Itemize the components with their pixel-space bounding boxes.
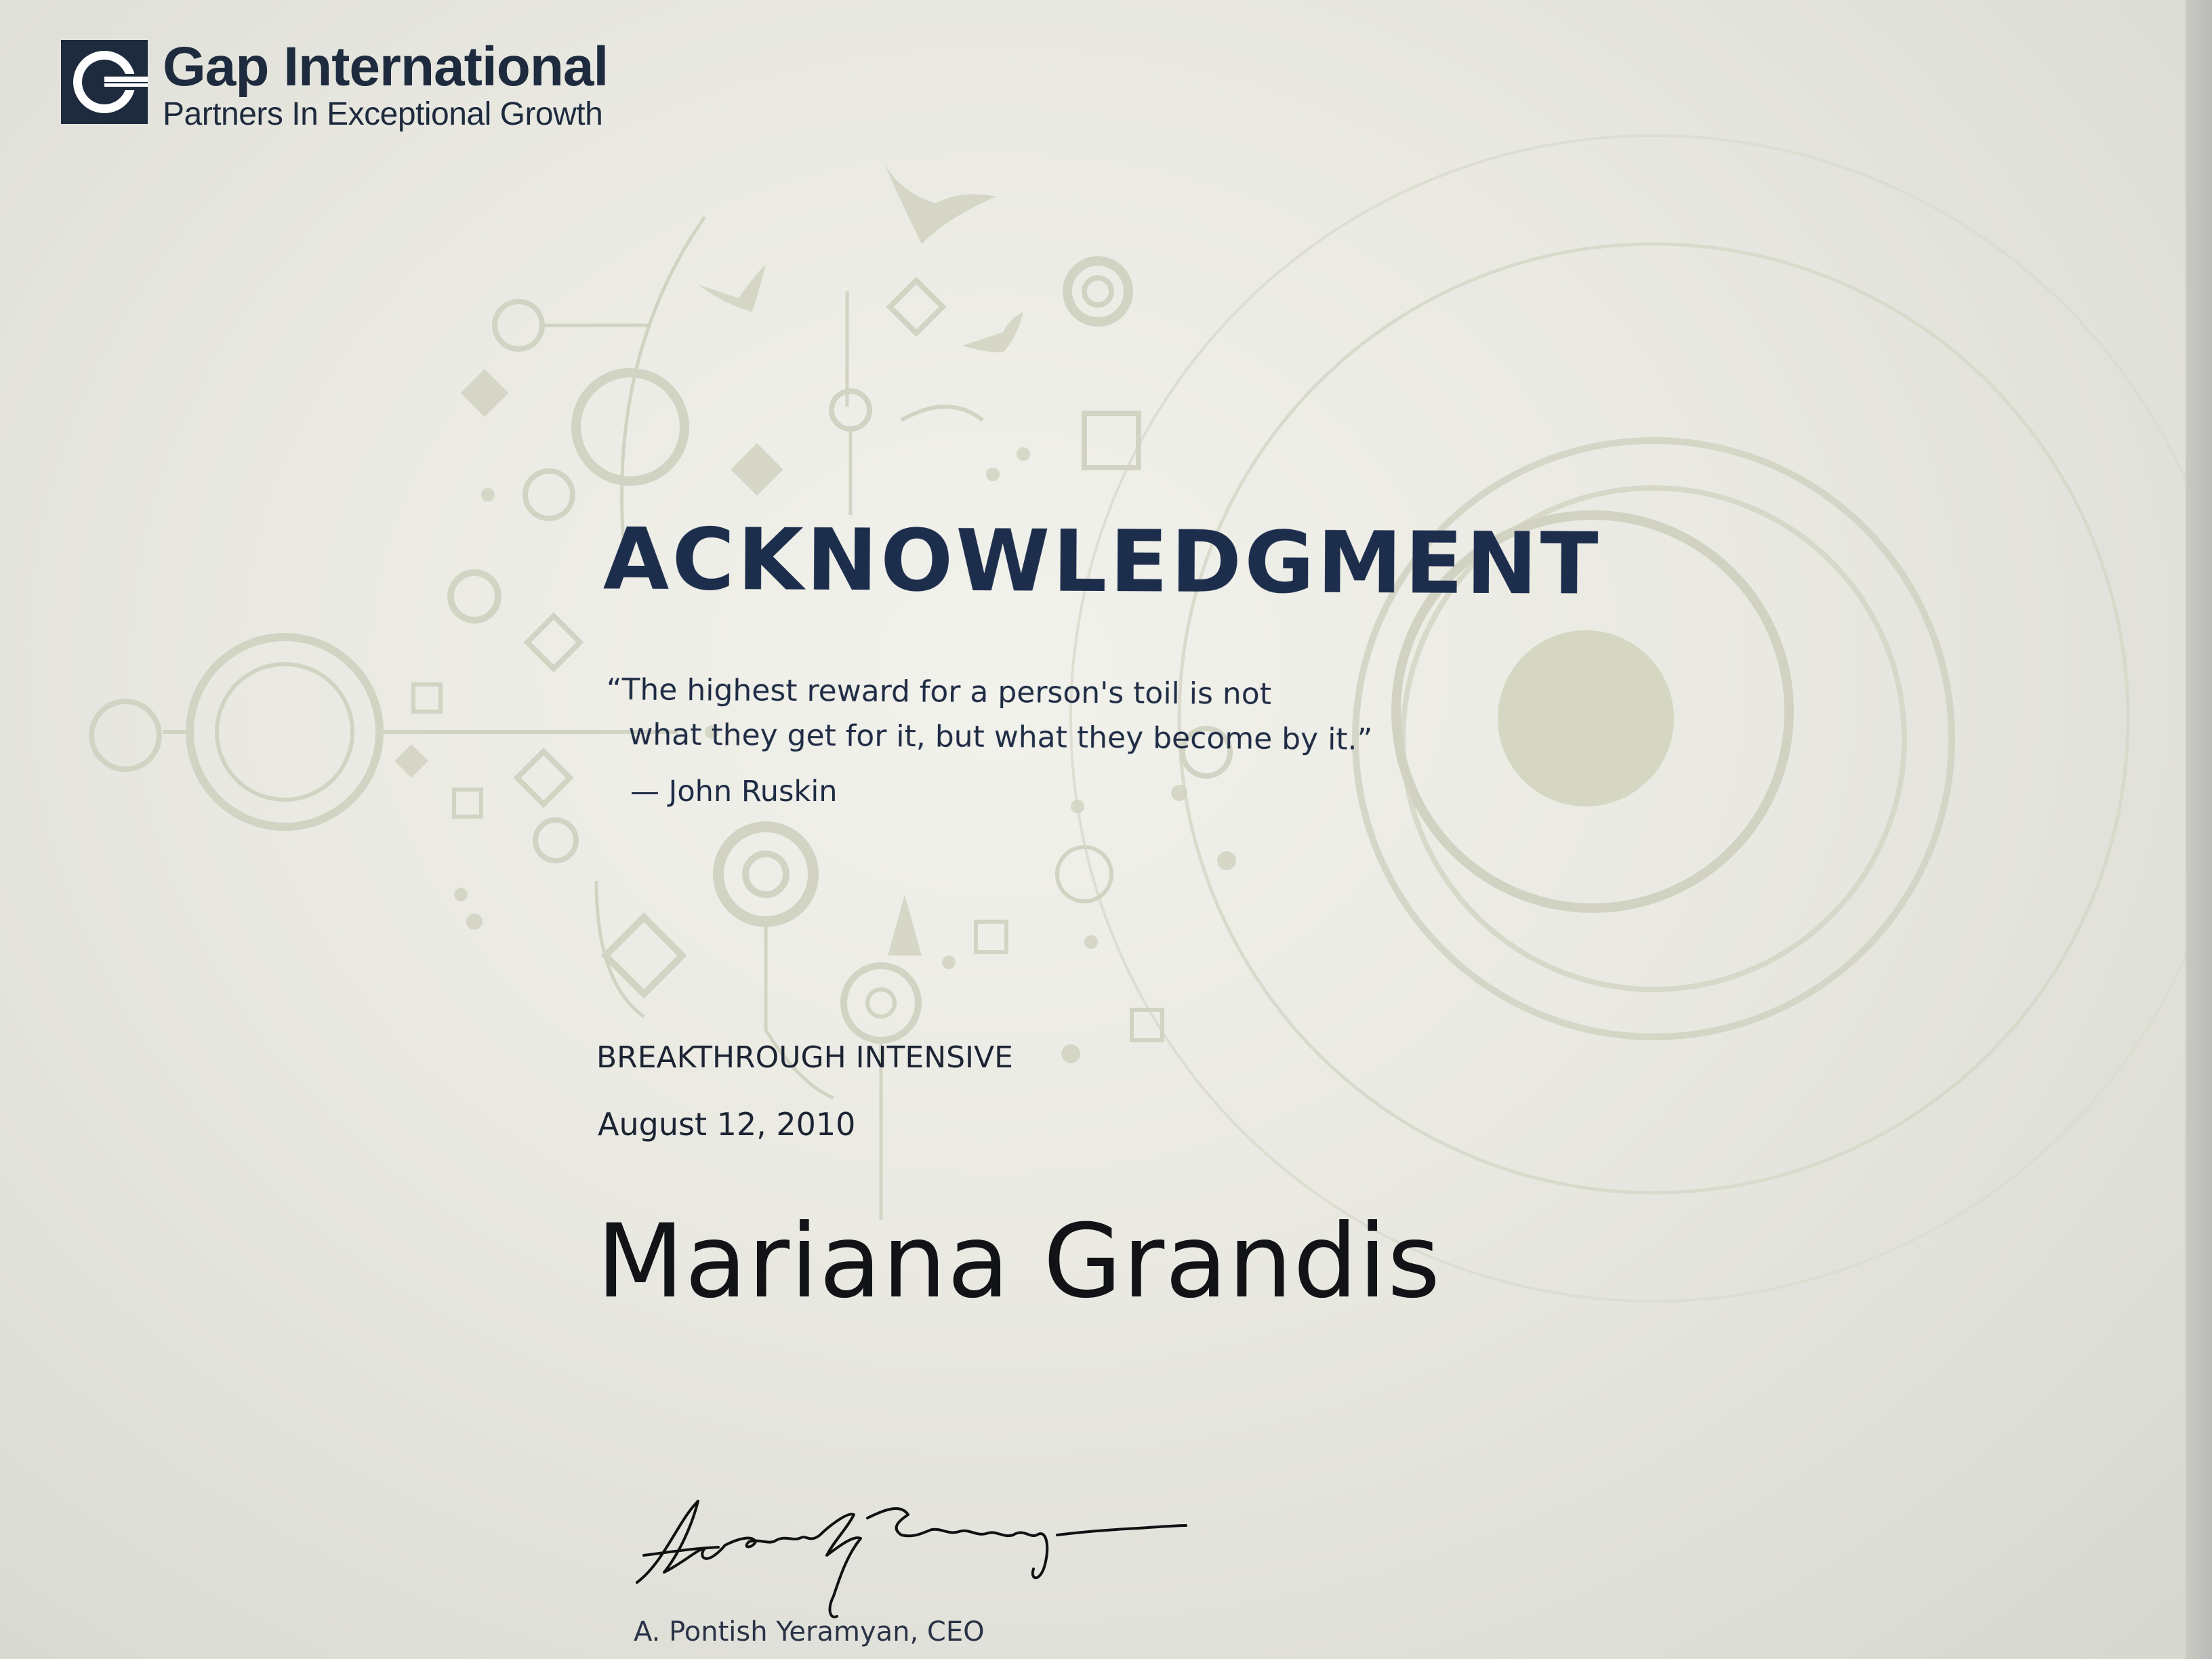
signature-image — [623, 1481, 1200, 1626]
program-name: BREAKTHROUGH INTENSIVE — [596, 1040, 1013, 1075]
certificate-title: ACKNOWLEDGMENT — [602, 509, 1601, 614]
paper-edge — [2186, 0, 2212, 1659]
quote-attribution: — John Ruskin — [630, 775, 838, 808]
recipient-name: Mariana Grandis — [596, 1203, 1441, 1321]
quote-line-2: what they get for it, but what they become by it.” — [628, 717, 1373, 757]
company-logo — [61, 37, 608, 132]
gap-logo-icon — [61, 40, 148, 124]
company-tagline: Partners In Exceptional Growth — [163, 96, 603, 132]
quote-block — [606, 668, 1373, 762]
company-name: Gap International — [163, 36, 609, 98]
quote-line-1: “The highest reward for a person's toil is not — [606, 672, 1272, 712]
signer-name: A. Pontish Yeramyan, CEO — [634, 1616, 985, 1647]
certificate-date: August 12, 2010 — [598, 1106, 856, 1143]
